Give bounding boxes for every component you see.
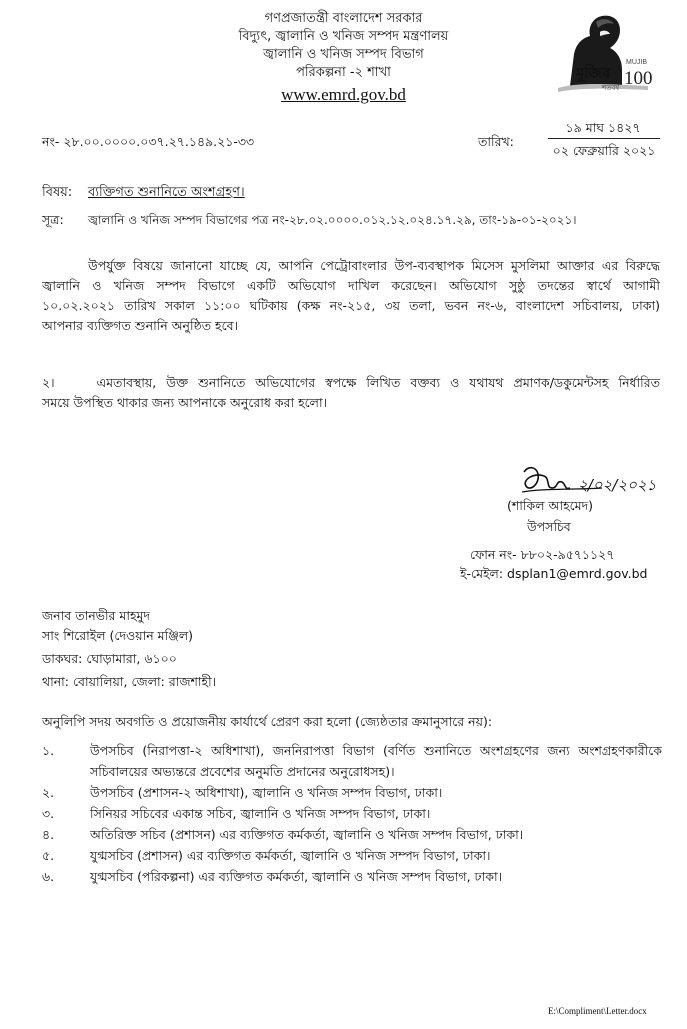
list-number: ৫. (42, 848, 55, 863)
copy-list (42, 740, 662, 887)
ministry-title: বিদ্যুৎ, জ্বালানি ও খনিজ সম্পদ মন্ত্রণালয় (238, 29, 449, 44)
reference-text: জ্বালানি ও খনিজ সম্পদ বিভাগের পত্র নং-২৮.০২.০০০০.০১২.১২.০২৪.১৭.২৯, তাং-১৯-০১-২০২১। (88, 213, 577, 227)
date-bangla: ১৯ মাঘ ১৪২৭ (565, 120, 641, 135)
date-english: ০২ ফেব্রুয়ারি ২০২১ (552, 143, 656, 158)
date-divider (548, 138, 660, 139)
list-number: ১. (42, 743, 55, 758)
list-item (42, 803, 662, 824)
reference-label: সূত্র: (42, 212, 64, 227)
copy-intro: অনুলিপি সদয় অবগতি ও প্রয়োজনীয় কার্যার্থে প্রেরণ করা হলো (জ্যেষ্ঠতার ক্রমানুসারে নয়): (42, 714, 493, 729)
list-item (42, 824, 662, 845)
branch-title: পরিকল্পনা -২ শাখা (296, 65, 391, 80)
recipient-name: জনাব তানভীর মাহমুদ (42, 608, 151, 623)
email-address[interactable]: dsplan1@emrd.gov.bd (507, 566, 648, 581)
list-item (42, 845, 662, 866)
govt-title: গণপ্রজাতন্ত্রী বাংলাদেশ সরকার (264, 11, 423, 26)
list-text: সচিবালয়ের অভ্যন্তরে প্রবেশের অনুমতি প্রদানের অনুরোধসহ)। (90, 764, 395, 779)
list-item (42, 782, 662, 803)
mujib-100-logo (548, 8, 658, 96)
paragraph-line: সময়ে উপস্থিত থাকার জন্য আপনাকে অনুরোধ করা হলো। (42, 395, 328, 410)
paragraph-number: ২। (42, 375, 55, 390)
signature-date: ২/০২/২০২১ (578, 476, 656, 494)
paragraph-text: এমতাবস্থায়, উক্ত শুনানিতে অভিযোগের স্বপক্ষে লিখিত বক্তব্য ও যথাযথ প্রমাণক/ডকুমেন্টসহ নির্ধারিত (96, 375, 660, 390)
list-text: যুগ্মসচিব (প্রশাসন) এর ব্যক্তিগত কর্মকর্তা, জ্বালানি ও খনিজ সম্পদ বিভাগ, ঢাকা। (90, 848, 491, 863)
date-label: তারিখ: (478, 134, 514, 149)
signatory-name: (শাকিল আহমেদ) (507, 498, 594, 513)
list-text: যুগ্মসচিব (পরিকল্পনা) এর ব্যক্তিগত কর্মকর্তা, জ্বালানি ও খনিজ সম্পদ বিভাগ, ঢাকা। (90, 869, 503, 884)
list-item (42, 740, 662, 782)
list-number: ৬. (42, 869, 55, 884)
logo-sub-text: শতবর্ষ (602, 84, 620, 92)
email-label: ই-মেইল: (460, 566, 504, 581)
paragraph-line: উপর্যুক্ত বিষয়ে জানানো যাচ্ছে যে, আপনি পেট্রোবাংলার উপ-ব্যবস্থাপক মিসেস মুসলিমা আক্তার এর বিরুদ্ধে (88, 258, 660, 273)
recipient-thana: থানা: বোয়ালিয়া, জেলা: রাজশাহী। (42, 674, 217, 689)
signatory-email (460, 566, 647, 586)
list-text: উপসচিব (প্রশাসন-২ অধিশাখা), জ্বালানি ও খনিজ সম্পদ বিভাগ, ঢাকা। (90, 785, 443, 800)
recipient-village: সাং শিরোইল (দেওয়ান মঞ্জিল) (42, 628, 194, 643)
signatory-phone: ফোন নং- ৮৮০২-৯৫৭১১২৭ (470, 547, 615, 562)
paragraph-line: আপনার ব্যক্তিগত শুনানি অনুষ্ঠিত হবে। (42, 318, 239, 333)
logo-number: 100 (624, 68, 653, 89)
list-text: উপসচিব (নিরাপত্তা-২ অধিশাখা), জননিরাপত্তা বিভাগ (বর্ণিত শুনানিতে অংশগ্রহণের জন্য অংশগ্রহণকারীকে (90, 743, 662, 758)
footer-file-path: E:\Compliment\Letter.docx (548, 1006, 647, 1016)
subject-label: বিষয়: (42, 185, 73, 200)
body-paragraph-1 (42, 256, 660, 336)
logo-small-text: MUJIB (626, 59, 647, 66)
recipient-post-office: ডাকঘর: ঘোড়ামারা, ৬১০০ (42, 651, 177, 666)
website-link[interactable]: www.emrd.gov.bd (281, 85, 406, 104)
list-number: ৪. (42, 827, 55, 842)
list-item (42, 866, 662, 887)
list-text: অতিরিক্ত সচিব (প্রশাসন) এর ব্যক্তিগত কর্মকর্তা, জ্বালানি ও খনিজ সম্পদ বিভাগ, ঢাকা। (90, 827, 524, 842)
list-number: ২. (42, 785, 55, 800)
paragraph-line: ১০.০২.২০২১ তারিখ সকাল ১১:০০ ঘটিকায় (কক্ষ নং-২১৫, ৩য় তলা, ভবন নং-৬, বাংলাদেশ সচিবালয়, ঢাকা) (42, 298, 660, 313)
division-title: জ্বালানি ও খনিজ সম্পদ বিভাগ (263, 47, 424, 62)
body-paragraph-2 (42, 373, 660, 413)
subject-text: ব্যক্তিগত শুনানিতে অংশগ্রহণ। (88, 185, 245, 200)
paragraph-line: জ্বালানি ও খনিজ সম্পদ বিভাগে একটি অভিযোগ দাখিল করেছেন। অভিযোগ সুষ্ঠু তদন্তের স্বার্থে আগামী (42, 278, 660, 293)
list-number: ৩. (42, 806, 55, 821)
list-text: সিনিয়র সচিবের একান্ত সচিব, জ্বালানি ও খনিজ সম্পদ বিভাগ, ঢাকা। (90, 806, 431, 821)
paragraph-line (42, 373, 660, 393)
memo-ref-no: নং- ২৮.০০.০০০০.০৩৭.২৭.১৪৯.২১-৩৩ (42, 134, 255, 149)
signatory-designation: উপসচিব (527, 519, 571, 534)
logo-text: মুজিব (576, 66, 611, 82)
handwritten-signature (516, 458, 656, 502)
